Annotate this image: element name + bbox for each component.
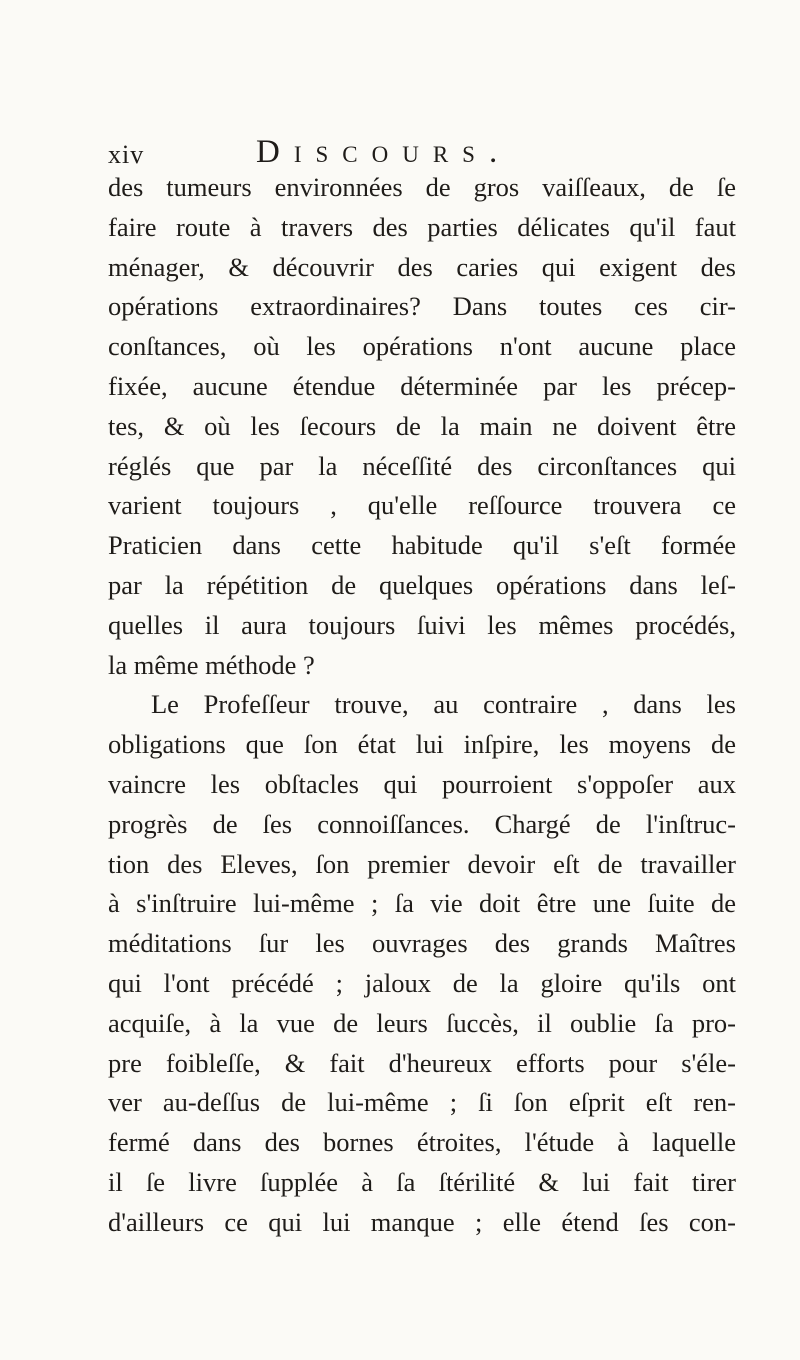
paragraph-start-line: Le Profeſſeur trouve, au contraire , dans les — [151, 689, 736, 720]
page-number: xiv — [108, 140, 145, 169]
text-line: à s'inſtruire lui-même ; ſa vie doit être une ſuite de — [108, 888, 736, 919]
running-title: Discours. — [256, 134, 512, 170]
text-line: obligations que ſon état lui inſpire, les moyens de — [108, 729, 736, 760]
text-line: fermé dans des bornes étroites, l'étude à laquelle — [108, 1127, 736, 1158]
text-line: qui l'ont précédé ; jaloux de la gloire qu'ils ont — [108, 967, 736, 998]
text-line: Praticien dans cette habitude qu'il s'eſt formée — [108, 530, 736, 561]
text-line: il ſe livre ſupplée à ſa ſtérilité & lui fait tirer — [108, 1166, 736, 1197]
text-line: fixée, aucune étendue déterminée par les précep- — [108, 370, 736, 401]
text-line: ménager, & découvrir des caries qui exigent des — [108, 251, 736, 282]
body-text — [108, 168, 736, 1243]
text-line: pre foibleſſe, & fait d'heureux efforts pour s'éle- — [108, 1047, 736, 1078]
text-line: conſtances, où les opérations n'ont aucune place — [108, 331, 736, 362]
paragraph-end-line: la même méthode ? — [108, 649, 315, 680]
text-line: opérations extraordinaires? Dans toutes ces cir- — [108, 291, 736, 322]
text-line: ver au-deſſus de lui-même ; ſi ſon eſprit eſt ren- — [108, 1087, 736, 1118]
text-line: des tumeurs environnées de gros vaiſſeaux, de ſe — [108, 172, 736, 202]
text-line: réglés que par la néceſſité des circonſtances qui — [108, 450, 736, 481]
text-line: faire route à travers des parties délicates qu'il faut — [108, 211, 736, 242]
text-line: méditations ſur les ouvrages des grands Maîtres — [108, 928, 736, 959]
text-line: d'ailleurs ce qui lui manque ; elle étend ſes con- — [108, 1206, 736, 1237]
text-line: vaincre les obſtacles qui pourroient s'oppoſer aux — [108, 768, 736, 799]
text-line: tes, & où les ſecours de la main ne doivent être — [108, 410, 736, 441]
text-line: par la répétition de quelques opérations dans leſ- — [108, 569, 736, 600]
text-line: quelles il aura toujours ſuivi les mêmes procédés, — [108, 609, 736, 640]
text-line: progrès de ſes connoiſſances. Chargé de l'inſtruc- — [108, 808, 736, 839]
text-line: acquiſe, à la vue de leurs ſuccès, il oublie ſa pro- — [108, 1007, 736, 1038]
text-line: varient toujours , qu'elle reſſource trouvera ce — [108, 490, 736, 521]
text-line: tion des Eleves, ſon premier devoir eſt de travailler — [108, 848, 736, 879]
